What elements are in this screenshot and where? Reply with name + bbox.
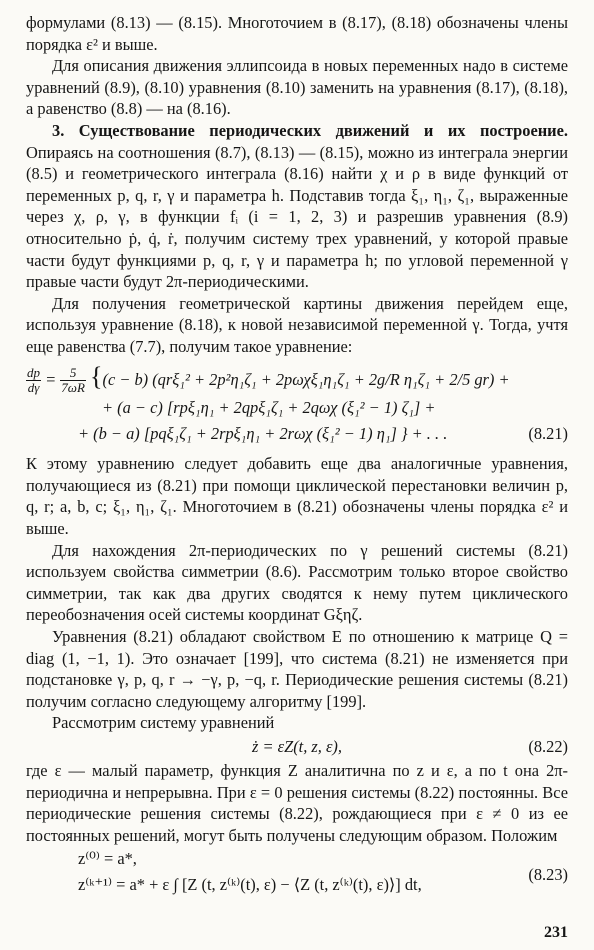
eq-line-3-text: + (b − a) [pqξ₁ζ₁ + 2rpξ₁η₁ + 2rωχ (ξ₁² − 1) η₁] } + . . . [78,424,448,444]
coef-fraction: $\frac{5}{7\omega R}$ [61,365,85,396]
eq-8-22-text: ż = εZ(t, z, ε), [251,736,342,756]
equation-8-23-line-2 [26,865,568,898]
paragraph-8: Рассмотрим систему уравнений [52,713,275,733]
equation-number-8-21: (8.21) [528,424,568,444]
paragraph-2: Для описания движения эллипсоида в новых переменных надо в системе уравнений (8.9), (8.10) уравнения (8.10) заменить на уравнения (8.17), (8.18), а равенство (8.8) — на (8.16). [26,56,568,119]
equation-8-23-line-1 [26,846,568,872]
page-number: 231 [544,924,568,941]
lhs-fraction: $\frac{dp}{d\gamma}$ [27,365,40,396]
equation-8-21-line-3 [26,421,568,447]
section-heading: 3. Существование периодических движений и их построение. [52,120,568,140]
eq-line-1-text: (c − b) (qrξ₁² + 2p²η₁ζ₁ + 2pωχξ₁η₁ζ₁ + 2g/R η₁ζ₁ + 2/5 gr) + [102,369,510,389]
equation-8-22 [26,734,568,760]
paragraph-6: Для нахождения 2π-периодических по γ решений системы (8.21) используем свойства симметрии (8.6). Рассмотрим только второе свойство симметрии, так как два других сводятся к нему путем циклического переобозначения осей системы координат Gξηζ. [26,540,568,625]
eq-8-23-line-1-text: z⁽⁰⁾ = a*, [78,849,137,869]
eq-8-23-line-2-text: z⁽ᵏ⁺¹⁾ = a* + ε ∫ [Z (t, z⁽ᵏ⁾(t), ε) − ⟨Z (t, z⁽ᵏ⁾(t), ε)⟩] dt, [78,875,422,895]
paragraph-4: Для получения геометрической картины движения перейдем еще, используя уравнение (8.18), к новой независимой переменной γ. Тогда, учтя еще равенства (7.7), получим такое уравнение: [26,293,568,356]
paragraph-5: К этому уравнению следует добавить еще два аналогичные уравнения, получающиеся из (8.21) при помощи циклической перестановки величин p, q, r; a, b, c; ξ₁, η₁, ζ₁. Многоточием в (8.21) обозначены члены порядка ε² и выше. [26,454,568,539]
section-3 [26,120,568,293]
equation-8-21-line-2 [26,395,568,421]
equation-8-21-line-1: $\frac{dp}{d\gamma}$ = $\frac{5}{7\omega R}$ {(c − b) (qrξ₁² + 2p²η₁ζ₁ + 2pωχξ₁η₁ζ₁ + 2g/R η₁ζ₁ + 2/5 gr) + [27,361,510,396]
paragraph-9: где ε — малый параметр, функция Z аналитична по z и ε, а по t она 2π-периодична и непрерывна. При ε = 0 решения системы (8.22) постоянны. Все периодические решения системы (8.22), рождающиеся при ε ≠ 0 из ее постоянных решений, могут быть получены следующим образом. Положим [26,760,568,845]
equation-number-8-22: (8.22) [528,736,568,756]
paragraph-1: формулами (8.13) — (8.15). Многоточием в (8.17), (8.18) обозначены члены порядка ε² и выше. [26,13,568,54]
eq-line-2-text: + (a − c) [rpξ₁η₁ + 2qpξ₁ζ₁ + 2qωχ (ξ₁² − 1) ζ₁] + [102,398,436,418]
paragraph-7: Уравнения (8.21) обладают свойством E по отношению к матрице Q = diag (1, −1, 1). Это означает [199], что система (8.21) не изменяется при подстановке γ, p, q, r → −γ, p, −q, r. Периодические решения системы (8.21) получим согласно следующему алгоритму [199]. [26,626,568,711]
paragraph-3: Опираясь на соотношения (8.7), (8.13) — (8.15), можно из интеграла энергии (8.5) и геометрического интеграла (8.16) найти χ и ρ в виде функций от переменных p, q, r, γ и параметра h. Подставив тогда ξ₁, η₁, ζ₁, выраженные через χ, ρ, γ, в функции fᵢ (i = 1, 2, 3) и разрешив уравнения (8.9) относительно ṗ, q̇, ṙ, получим систему трех уравнений, у которой правые части будут функциями p, q, r, γ и параметра h; по угловой переменной γ правые части будут 2π-периодическими. [26,142,568,292]
equation-number-8-23: (8.23) [528,865,568,885]
